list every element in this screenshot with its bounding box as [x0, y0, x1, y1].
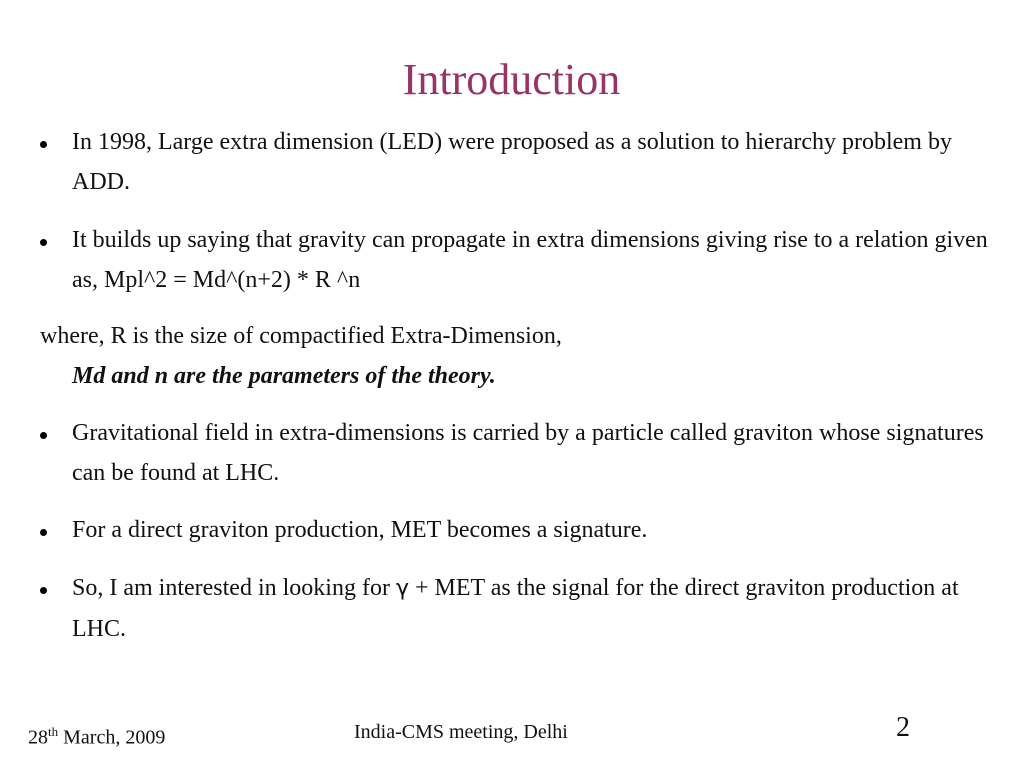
- bullet-item-4: For a direct graviton production, MET becomes a signature.: [72, 517, 648, 543]
- slide-title: Introduction: [402, 55, 621, 104]
- bullet-dot: [40, 525, 56, 541]
- note-line-2: Md and n are the parameters of the theory.: [72, 363, 496, 389]
- bullet-item-5-text-start: So, I am interested in looking for: [72, 575, 396, 601]
- bullet-dot: [40, 428, 56, 444]
- bullet-dot: [40, 137, 56, 153]
- footer-date-rest: March, 2009: [58, 726, 166, 749]
- bullet-dot: [40, 583, 56, 599]
- footer-meeting: India-CMS meeting, Delhi: [354, 721, 568, 743]
- bullet-item-5-text-end: + MET as the signal for the direct graviton production at LHC.: [72, 575, 959, 642]
- footer-date: [28, 718, 165, 752]
- footer-date-day: 28: [28, 726, 48, 749]
- bullet-dot: [40, 235, 56, 251]
- bullet-item-3: Gravitational field in extra-dimensions is carried by a particle called graviton whose signatures can be found at LHC.: [72, 420, 984, 486]
- bullet-item-1: In 1998, Large extra dimension (LED) were proposed as a solution to hierarchy problem by ADD.: [72, 129, 952, 195]
- bullet-item-2: It builds up saying that gravity can propagate in extra dimensions giving rise to a relation given as, Mpl^2 = Md^(n+2) * R ^n: [72, 227, 988, 293]
- bullet-item-5: [72, 568, 992, 649]
- gamma-symbol: γ: [395, 576, 409, 601]
- footer-date-suffix: th: [48, 724, 59, 739]
- page-number: 2: [896, 712, 910, 743]
- note-paragraph: [40, 316, 990, 396]
- note-line-1: where, R is the size of compactified Extra-Dimension,: [40, 323, 562, 349]
